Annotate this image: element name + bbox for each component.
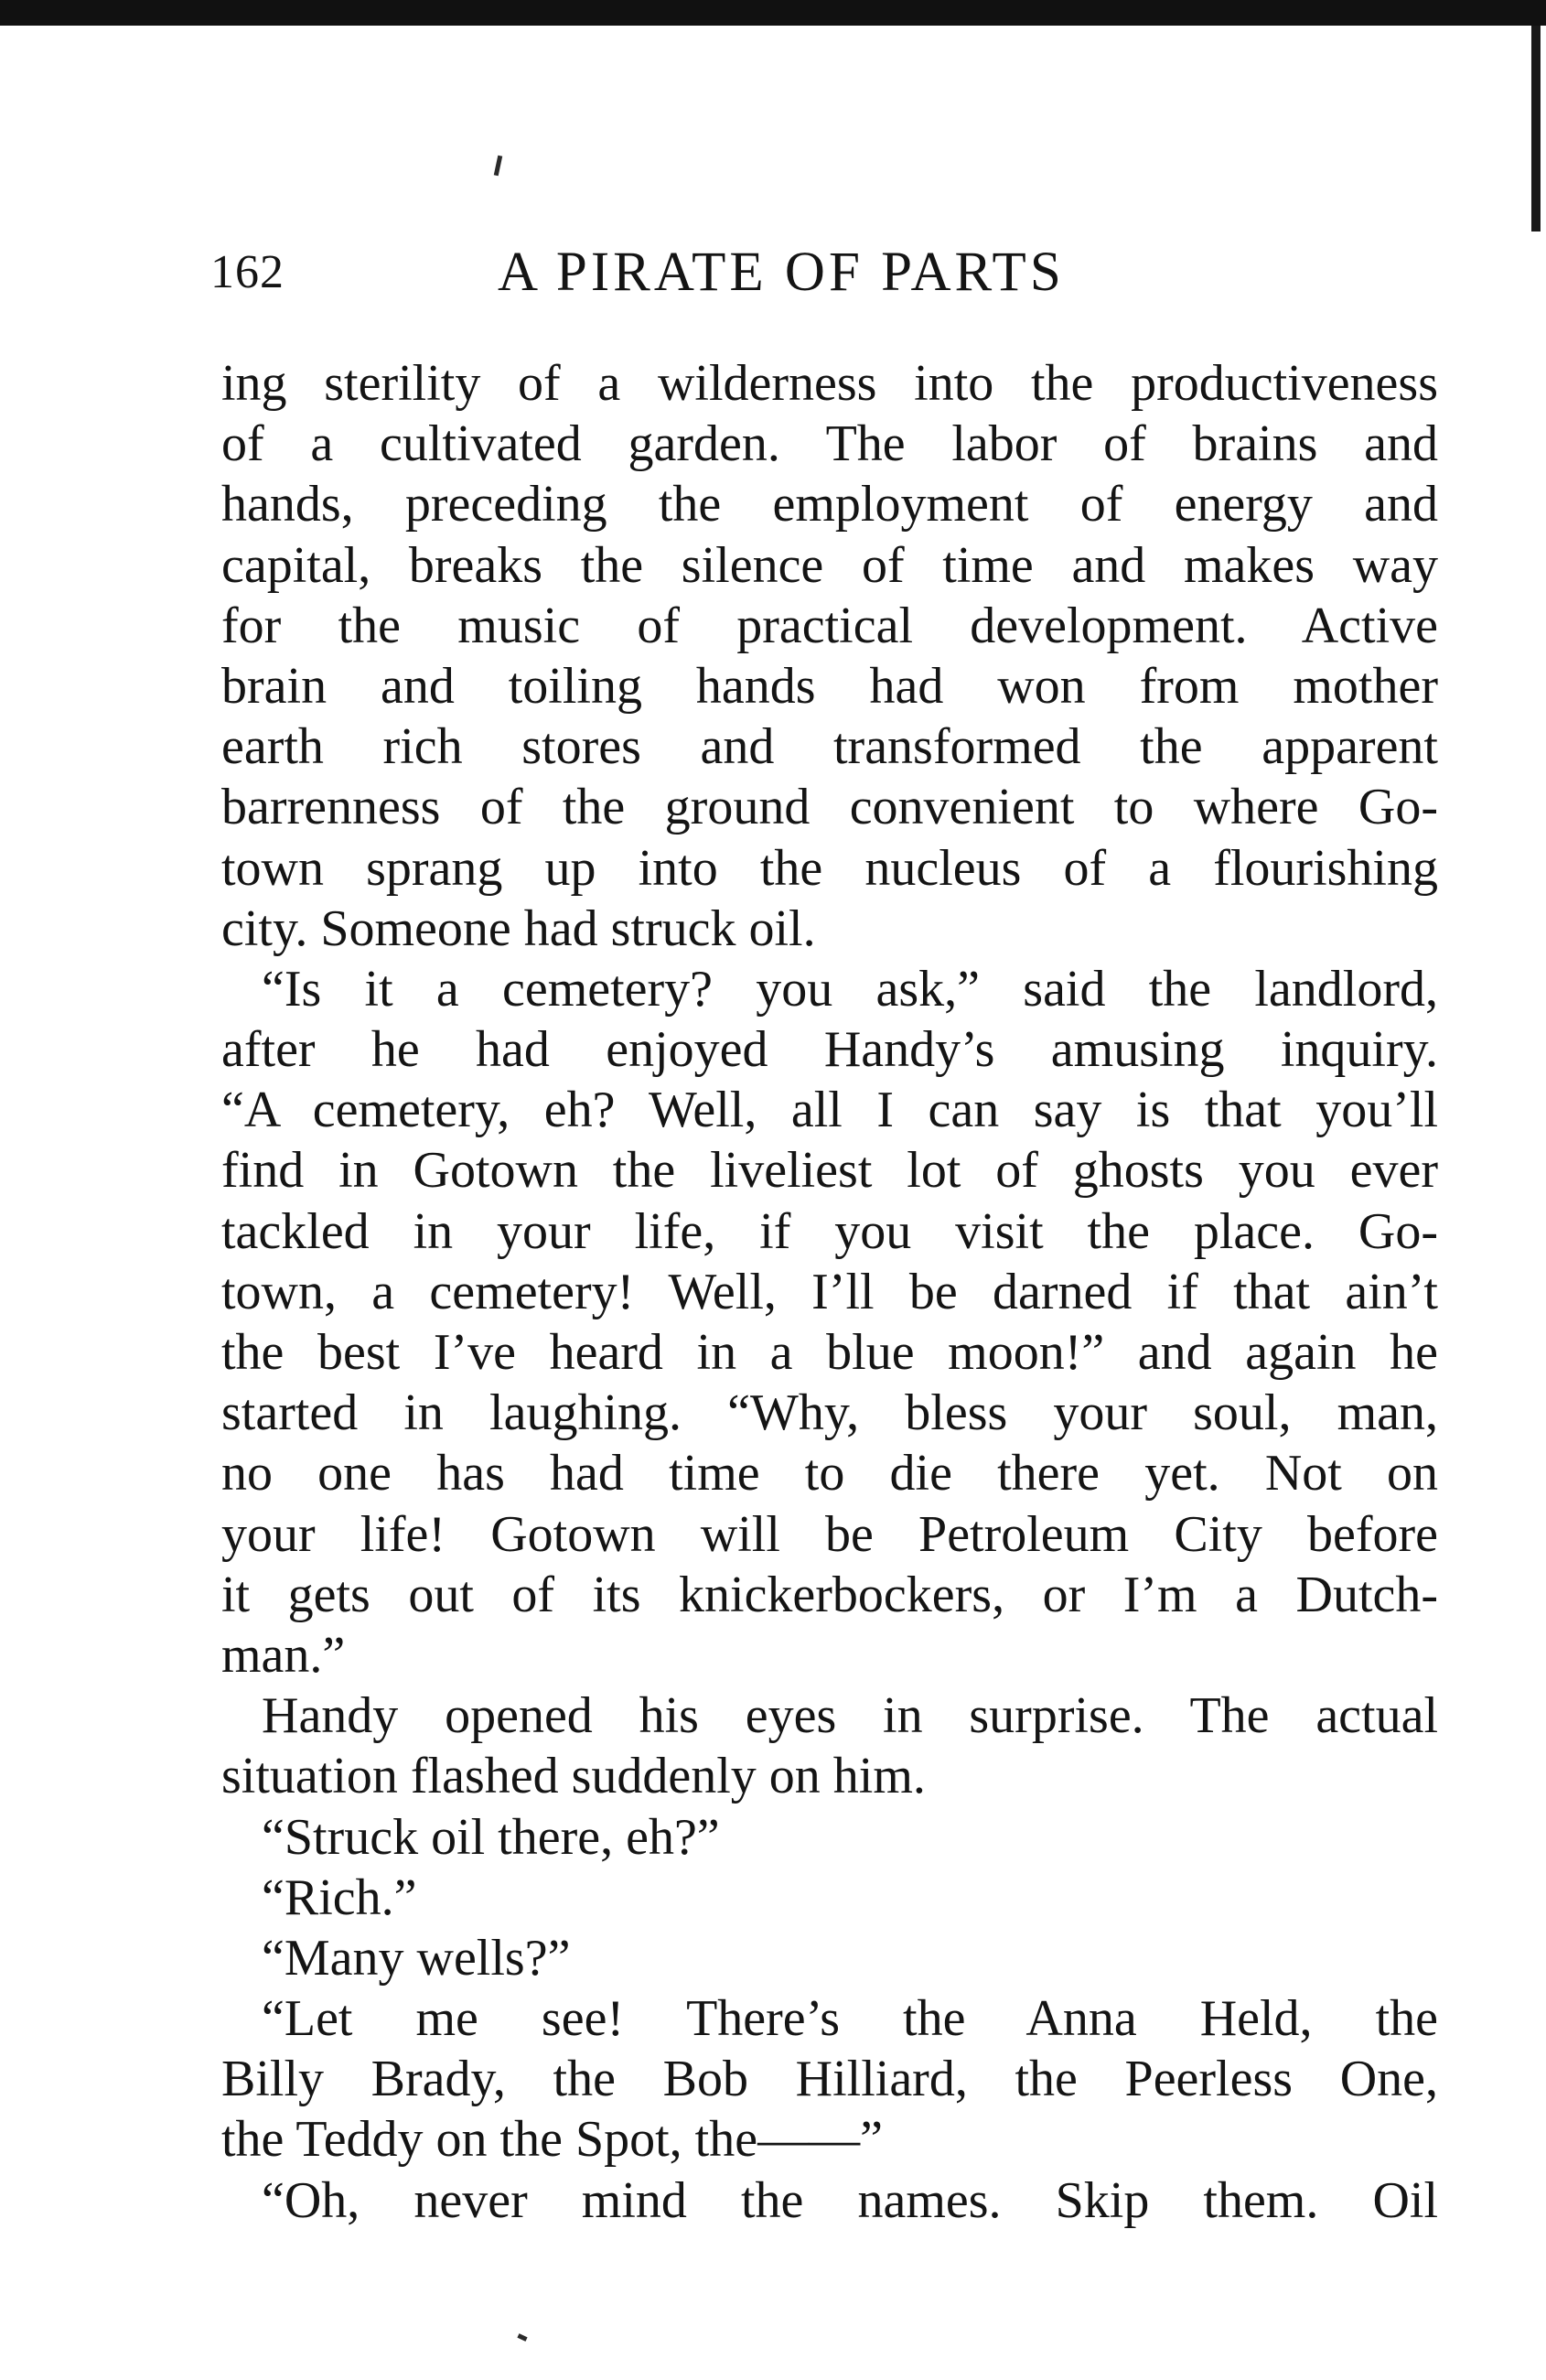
text-line: after he had enjoyed Handy’s amusing inquiry.: [221, 1021, 1438, 1079]
text-line: town sprang up into the nucleus of a flourishing: [221, 839, 1438, 897]
text-line: Billy Brady, the Bob Hilliard, the Peerless One,: [221, 2051, 1438, 2108]
text-line: “Is it a cemetery? you ask,” said the landlord,: [262, 960, 1438, 1018]
text-line: “Many wells?”: [262, 1929, 571, 1987]
text-line: your life! Gotown will be Petroleum City before: [221, 1505, 1438, 1563]
text-line: ing sterility of a wilderness into the productiveness: [221, 355, 1438, 412]
running-head: [210, 236, 1436, 309]
text-line: find in Gotown the liveliest lot of ghosts you ever: [221, 1142, 1438, 1200]
text-line: for the music of practical development. Active: [221, 597, 1438, 654]
text-line: tackled in your life, if you visit the place. Go-: [221, 1202, 1438, 1260]
text-line: barrenness of the ground convenient to where Go-: [221, 779, 1438, 836]
text-line: man.”: [221, 1626, 346, 1684]
text-line: it gets out of its knickerbockers, or I’m a Dutch-: [221, 1566, 1438, 1623]
text-line: Handy opened his eyes in surprise. The actual: [262, 1687, 1438, 1745]
text-line: no one has had time to die there yet. Not on: [221, 1445, 1438, 1502]
scan-border-top: [0, 0, 1546, 26]
text-line: hands, preceding the employment of energy and: [221, 476, 1438, 533]
text-line: of a cultivated garden. The labor of brains and: [221, 415, 1438, 473]
text-line: started in laughing. “Why, bless your soul, man,: [221, 1384, 1438, 1442]
text-line: earth rich stores and transformed the apparent: [221, 718, 1438, 776]
text-line: the Teddy on the Spot, the——”: [221, 2111, 883, 2169]
text-line: the best I’ve heard in a blue moon!” and again he: [221, 1324, 1438, 1381]
running-title: A PIRATE OF PARTS: [498, 242, 1065, 303]
text-line: situation flashed suddenly on him.: [221, 1748, 926, 1805]
scan-border-right: [1531, 26, 1541, 232]
text-line: “Let me see! There’s the Anna Held, the: [262, 1990, 1438, 2048]
page-number: 162: [210, 246, 285, 298]
text-line: city. Someone had struck oil.: [221, 899, 816, 957]
text-line: “Oh, never mind the names. Skip them. Oil: [262, 2171, 1438, 2229]
text-line: town, a cemetery! Well, I’ll be darned if that ain’t: [221, 1263, 1438, 1320]
text-line: “Struck oil there, eh?”: [262, 1808, 720, 1866]
scan-speck: [517, 2333, 527, 2342]
body-text: [221, 353, 1438, 2231]
text-line: capital, breaks the silence of time and makes way: [221, 536, 1438, 594]
scan-speck: [494, 156, 502, 177]
text-line: “A cemetery, eh? Well, all I can say is that you’ll: [221, 1082, 1438, 1139]
text-line: “Rich.”: [262, 1868, 417, 1926]
text-line: brain and toiling hands had won from mother: [221, 657, 1438, 715]
